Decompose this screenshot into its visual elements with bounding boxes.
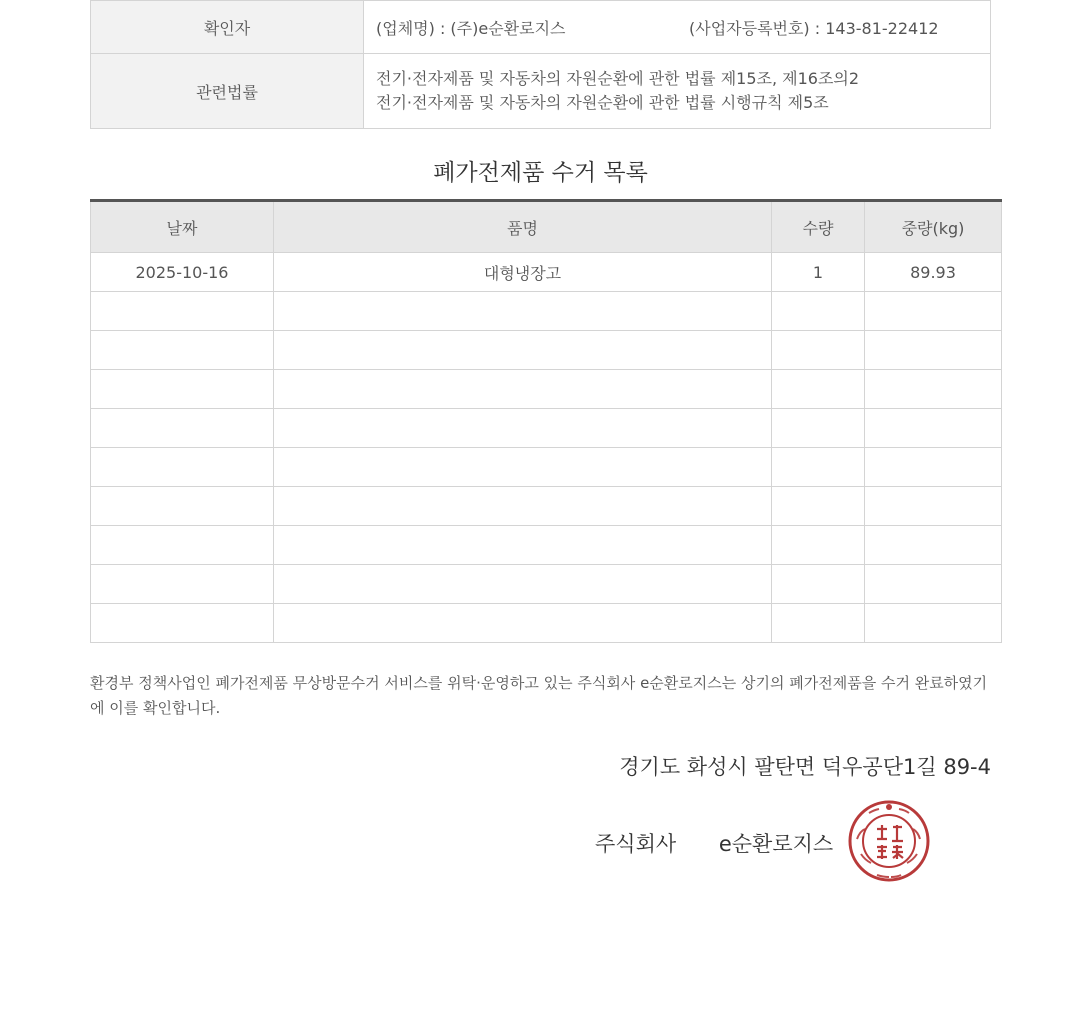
confirmer-label: 확인자	[91, 1, 364, 54]
law-row	[91, 54, 991, 129]
header-weight: 중량(kg)	[865, 201, 1002, 253]
empty-table-row	[91, 370, 1002, 409]
confirmer-row	[91, 1, 991, 54]
law-value	[364, 54, 991, 129]
row-weight: 89.93	[865, 253, 1002, 292]
row-quantity: 1	[772, 253, 865, 292]
list-title: 폐가전제품 수거 목록	[433, 160, 648, 186]
empty-table-row	[91, 487, 1002, 526]
list-header-row	[91, 201, 1002, 253]
law-label: 관련법률	[91, 54, 364, 129]
company-seal-icon	[847, 799, 931, 883]
signature-prefix: 주식회사	[595, 832, 677, 856]
empty-table-row	[91, 409, 1002, 448]
empty-table-row	[91, 565, 1002, 604]
list-body	[91, 253, 1002, 643]
empty-table-row	[91, 448, 1002, 487]
empty-table-row	[91, 292, 1002, 331]
signature-company: e순환로지스	[718, 832, 834, 856]
law-line-2: 전기·전자제품 및 자동차의 자원순환에 관한 법률 시행규칙 제5조	[376, 93, 829, 112]
company-field: (업체명) : (주)e순환로지스	[376, 18, 566, 38]
signature-line	[595, 828, 833, 858]
confirmation-statement: 환경부 정책사업인 폐가전제품 무상방문수거 서비스를 위탁·운영하고 있는 주식회사 e순환로지스는 상기의 폐가전제품을 수거 완료하였기에 이를 확인합니다.	[90, 674, 988, 717]
header-date: 날짜	[91, 201, 274, 253]
empty-table-row	[91, 604, 1002, 643]
law-line-1: 전기·전자제품 및 자동차의 자원순환에 관한 법률 제15조, 제16조의2	[376, 69, 860, 88]
row-item: 대형냉장고	[274, 253, 772, 292]
collection-list-table	[90, 199, 1002, 643]
empty-table-row	[91, 331, 1002, 370]
confirmer-info-table	[90, 0, 991, 129]
empty-table-row	[91, 526, 1002, 565]
header-quantity: 수량	[772, 201, 865, 253]
row-date: 2025-10-16	[91, 253, 274, 292]
certificate-page	[90, 0, 991, 856]
company-address: 경기도 화성시 팔탄면 덕우공단1길 89-4	[619, 755, 991, 779]
confirmer-value	[364, 1, 991, 54]
header-item: 품명	[274, 201, 772, 253]
table-row	[91, 253, 1002, 292]
registration-field: (사업자등록번호) : 143-81-22412	[689, 18, 939, 38]
